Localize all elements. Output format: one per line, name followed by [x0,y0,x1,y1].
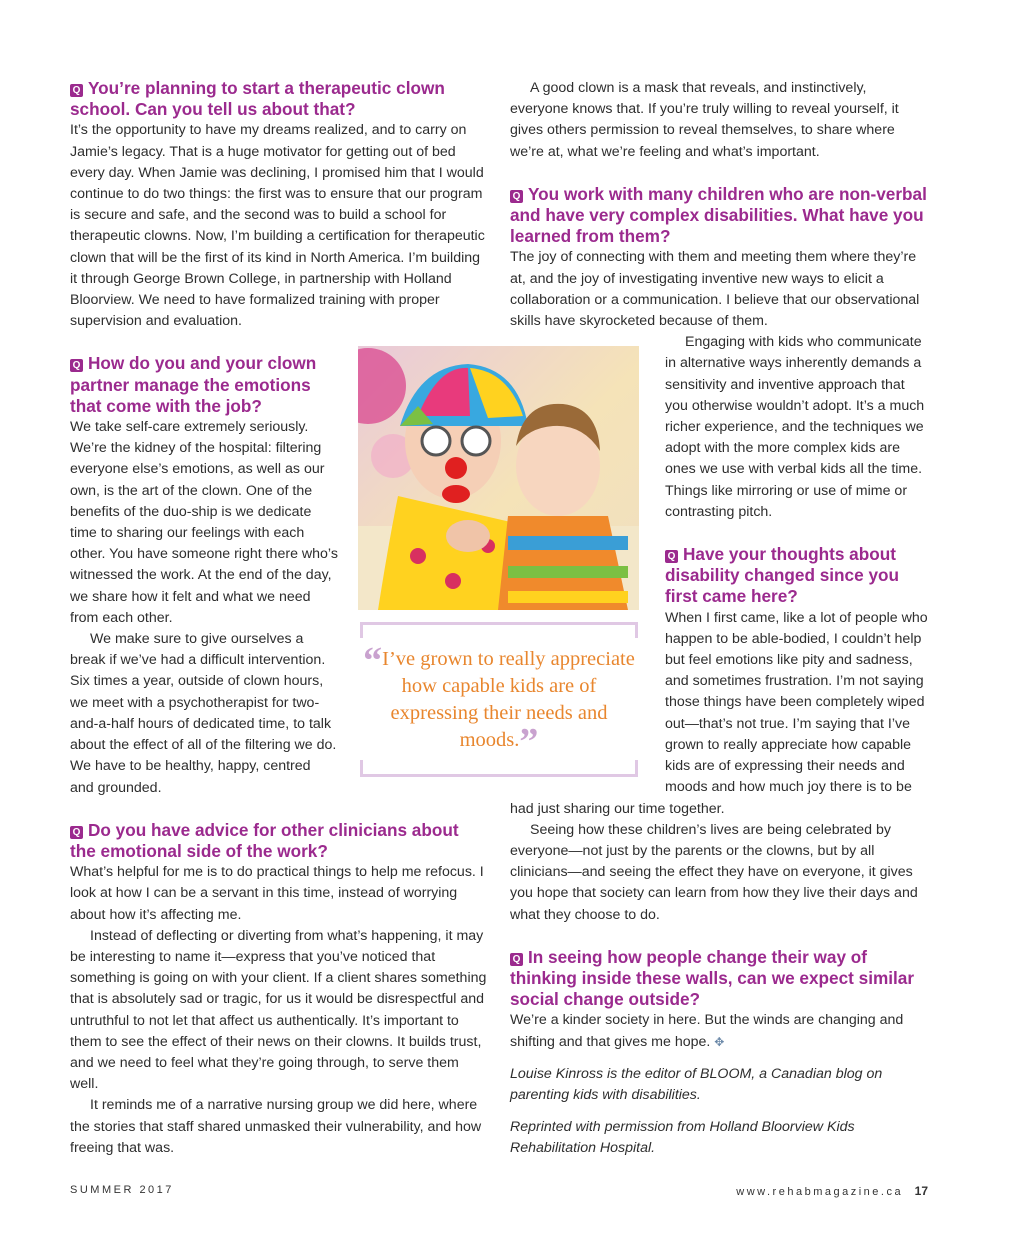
answer-paragraph: Instead of deflecting or diverting from what’s happening, it may be interesting to name it—express that you’ve noticed that something is going on with your client. If a client shares something that is absolutely sad or tragic, for us it would be disrespectful and untruthful to not let that affect us authentically. It’s important to them to see the effect of their news on their clowns. It builds trust, and we need to feel what they’re going through, to serve them well. [70,927,487,1093]
answer-paragraph: We’re a kinder society in here. But the winds are changing and shifting and that gives me hope. ✥ [510,1012,904,1050]
answer-paragraph: A good clown is a mask that reveals, and instinctively, everyone knows that. If you’re truly willing to reveal yourself, it gives others permission to reveal themselves, to share where we’re at, what we’re feeling and what’s important. [510,80,899,160]
q-marker-icon: Q [665,550,678,563]
right-column [510,78,928,1160]
question-heading-clown-school: Q You’re planning to start a therapeutic clown school. Can you tell us about that? [70,78,445,120]
open-quote-icon: “ [363,640,383,682]
footer-right [736,1184,928,1198]
close-quote-icon: ” [519,721,539,763]
reprint-credit: Reprinted with permission from Holland Bloorview Kids Rehabilitation Hospital. [510,1119,855,1157]
answer-paragraph: Seeing how these children’s lives are being celebrated by everyone—not just by the parents or the clowns, but by all clinicians—and seeing the effect they have on everyone, it gives you hope that society can learn from how they live their days and what they choose to do. [510,821,918,923]
q-marker-icon: Q [510,190,523,203]
answer-paragraph: The joy of connecting with them and meeting them where they’re at, and the joy of investigating inventive new ways to elicit a collaboration or a communication. I believe that our observational skills have skyrocketed because of them. [510,249,920,330]
answer-paragraph: It’s the opportunity to have my dreams realized, and to carry on Jamie’s legacy. That is a huge motivator for getting out of bed every day. When Jamie was declining, I promised him that I would continue to do two things: the first was to ensure that our program is secure and safe, and the second was to build a school for therapeutic clowns. Now, I’m building a certification for therapeutic clown that will be the first of its kind in North America. I’m building it through George Brown College, in partnership with Holland Bloorview. We need to have formalized training with proper supervision and evaluation. [70,122,485,330]
q-marker-icon: Q [70,359,83,372]
answer-paragraph: What’s helpful for me is to do practical things to help me refocus. I look at how I can be a servant in this time, instead of worrying about how it’s affecting me. [70,864,484,923]
q-marker-icon: Q [70,84,83,97]
answer-paragraph: Engaging with kids who communicate in alternative ways inherently demands a sensitivity and inventive approach that you otherwise wouldn’t adopt. It’s a much richer experience, and the techniques we adopt with the more complex kids are ones we use with verbal kids all the time. Things like mirroring or use of mime or contrasting pitch. [665,334,925,520]
wrapped-text-block [70,353,338,798]
q-marker-icon: Q [510,953,523,966]
answer-paragraph: We make sure to give ourselves a break if we’ve had a difficult intervention. Six times a year, outside of clown hours, we meet with a psychotherapist for two-and-a-half hours of dedicated time, to talk about the effect of all of the filtering we do. We have to be healthy, happy, centred and grounded. [70,631,337,796]
q-marker-icon: Q [70,826,83,839]
author-bio: Louise Kinross is the editor of BLOOM, a Canadian blog on parenting kids with disabilities. [510,1065,883,1103]
question-heading-social-change: Q In seeing how people change their way of thinking inside these walls, can we expect similar social change outside? [510,946,915,1010]
page-number: 17 [914,1184,928,1198]
answer-paragraph: had just sharing our time together. [510,800,725,817]
end-of-article-icon: ✥ [714,1034,725,1049]
footer-issue: SUMMER 2017 [70,1184,174,1196]
left-column [70,78,488,1159]
answer-paragraph: We take self-care extremely seriously. We’re the kidney of the hospital: filtering everyone else’s emotions, as well as our own, is the art of the clown. One of the benefits of the duo-ship is we dedicate time to sharing our feelings with each other. You have someone right there who’s witnessed the work. At the end of the day, we share how it felt and what we need from each other. [70,419,338,626]
footer-website: www.rehabmagazine.ca [736,1186,904,1198]
question-heading-non-verbal: Q You work with many children who are non-verbal and have very complex disabilities. What have you learned from them? [510,183,927,247]
answer-paragraph: It reminds me of a narrative nursing group we did here, where the stories that staff shared unmasked their vulnerability, and how freeing that was. [70,1097,482,1156]
question-heading-disability: Q Have your thoughts about disability changed since you first came here? [665,544,900,607]
question-heading-advice: Q Do you have advice for other clinicians about the emotional side of the work? [70,819,459,861]
answer-paragraph: When I first came, like a lot of people who happen to be able-bodied, I couldn’t help but feel emotions like pity and sadness, and sometimes frustration. I’m not saying those things have been completely wiped out—that’s not true. I’m saying that I’ve grown to really appreciate how capable kids are of expressing their needs and moods and how much joy there is to be [665,609,928,796]
pull-quote-text: I’ve grown to really appreciate how capable kids are of expressing their needs and moods. [382,648,635,751]
question-heading-emotions: Q How do you and your clown partner manage the emotions that come with the job? [70,353,317,416]
wrapped-text-block [665,332,928,798]
